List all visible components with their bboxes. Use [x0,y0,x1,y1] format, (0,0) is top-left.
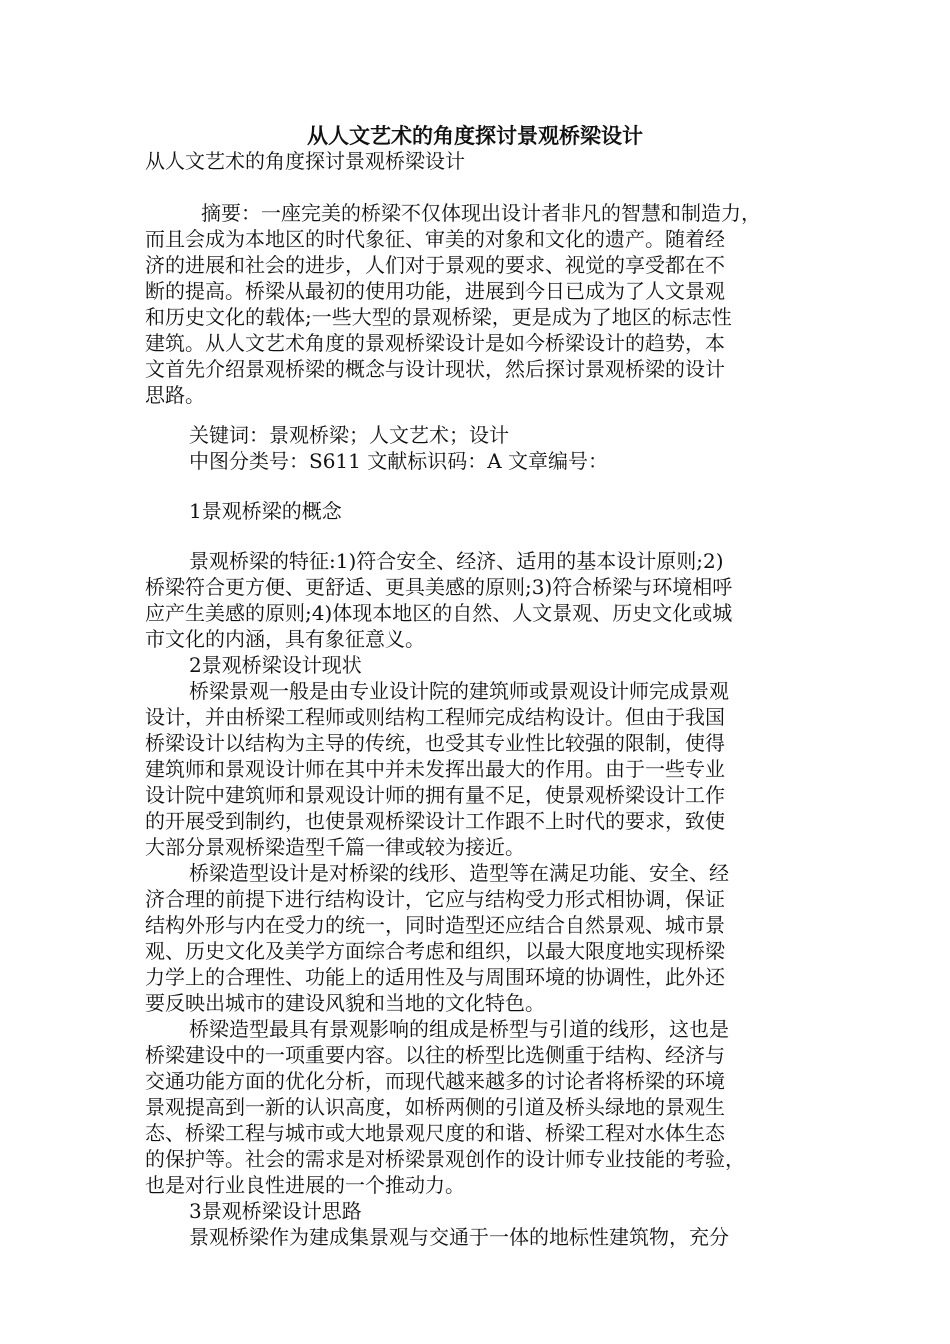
paragraph-line: 力学上的合理性、功能上的适用性及与周围环境的协调性，此外还 [145,965,725,989]
paragraph-line: 要反映出城市的建设风貌和当地的文化特色。 [145,991,545,1015]
keywords-block [145,422,810,474]
section1-paragraph [145,548,810,1250]
paragraph-line: 桥梁建设中的一项重要内容。以往的桥型比选侧重于结构、经济与 [145,1043,725,1067]
paragraph-line: 桥梁造型设计是对桥梁的线形、造型等在满足功能、安全、经 [189,861,729,885]
keywords-line: 关键词：景观桥梁；人文艺术；设计 [189,423,509,447]
abstract-line: 和历史文化的载体;一些大型的景观桥梁，更是成为了地区的标志性 [145,305,732,329]
section-heading: 3景观桥梁设计思路 [189,1199,362,1223]
abstract-line: 文首先介绍景观桥梁的概念与设计现状，然后探讨景观桥梁的设计 [145,357,725,381]
abstract-line: 而且会成为本地区的时代象征、审美的对象和文化的遗产。随着经 [145,227,725,251]
abstract-line: 思路。 [145,383,205,407]
paragraph-line: 结构外形与内在受力的统一，同时造型还应结合自然景观、城市景 [145,913,725,937]
paragraph-line: 济合理的前提下进行结构设计，它应与结构受力形式相协调，保证 [145,887,725,911]
paragraph-line: 交通功能方面的优化分析，而现代越来越多的讨论者将桥梁的环境 [145,1069,725,1093]
paragraph-line: 桥梁设计以结构为主导的传统，也受其专业性比较强的限制，使得 [145,731,725,755]
paragraph-line: 设计，并由桥梁工程师或则结构工程师完成结构设计。但由于我国 [145,705,725,729]
abstract-line: 建筑。从人文艺术角度的景观桥梁设计是如今桥梁设计的趋势，本 [145,331,725,355]
paragraph-line: 景观提高到一新的认识高度，如桥两侧的引道及桥头绿地的景观生 [145,1095,725,1119]
document-subtitle: 从人文艺术的角度探讨景观桥梁设计 [145,149,465,173]
abstract-paragraph [145,200,810,408]
section-heading: 2景观桥梁设计现状 [189,653,362,677]
section1-heading-block [145,498,810,524]
paragraph-line: 市文化的内涵，具有象征意义。 [145,627,425,651]
subtitle-block [145,148,810,174]
paragraph-line: 桥梁造型最具有景观影响的组成是桥型与引道的线形，这也是 [189,1017,729,1041]
paragraph-line: 设计院中建筑师和景观设计师的拥有量不足，使景观桥梁设计工作 [145,783,725,807]
paragraph-line: 的保护等。社会的需求是对桥梁景观创作的设计师专业技能的考验， [145,1147,745,1171]
paragraph-line: 的开展受到制约，也使景观桥梁设计工作跟不上时代的要求，致使 [145,809,725,833]
abstract-line: 济的进展和社会的进步，人们对于景观的要求、视觉的享受都在不 [145,253,725,277]
paragraph-line: 观、历史文化及美学方面综合考虑和组织，以最大限度地实现桥梁 [145,939,725,963]
document-title: 从人文艺术的角度探讨景观桥梁设计 [307,123,643,148]
paragraph-line: 景观桥梁的特征:1)符合安全、经济、适用的基本设计原则;2) [189,549,724,573]
abstract-line: 摘要：一座完美的桥梁不仅体现出设计者非凡的智慧和制造力， [201,201,761,225]
section-heading: 1景观桥梁的概念 [189,499,342,523]
paragraph-line: 应产生美感的原则;4)体现本地区的自然、人文景观、历史文化或城 [145,601,733,625]
classification-line: 中图分类号：S611 文献标识码：A 文章编号： [189,449,609,473]
abstract-line: 断的提高。桥梁从最初的使用功能，进展到今日已成为了人文景观 [145,279,725,303]
paragraph-line: 大部分景观桥梁造型千篇一律或较为接近。 [145,835,525,859]
paragraph-line: 景观桥梁作为建成集景观与交通于一体的地标性建筑物，充分 [189,1225,729,1249]
paragraph-line: 态、桥梁工程与城市或大地景观尺度的和谐、桥梁工程对水体生态 [145,1121,725,1145]
paragraph-line: 桥梁景观一般是由专业设计院的建筑师或景观设计师完成景观 [189,679,729,703]
paragraph-line: 建筑师和景观设计师在其中并未发挥出最大的作用。由于一些专业 [145,757,725,781]
paragraph-line: 桥梁符合更方便、更舒适、更具美感的原则;3)符合桥梁与环境相呼 [145,575,733,599]
paragraph-line: 也是对行业良性进展的一个推动力。 [145,1173,465,1197]
